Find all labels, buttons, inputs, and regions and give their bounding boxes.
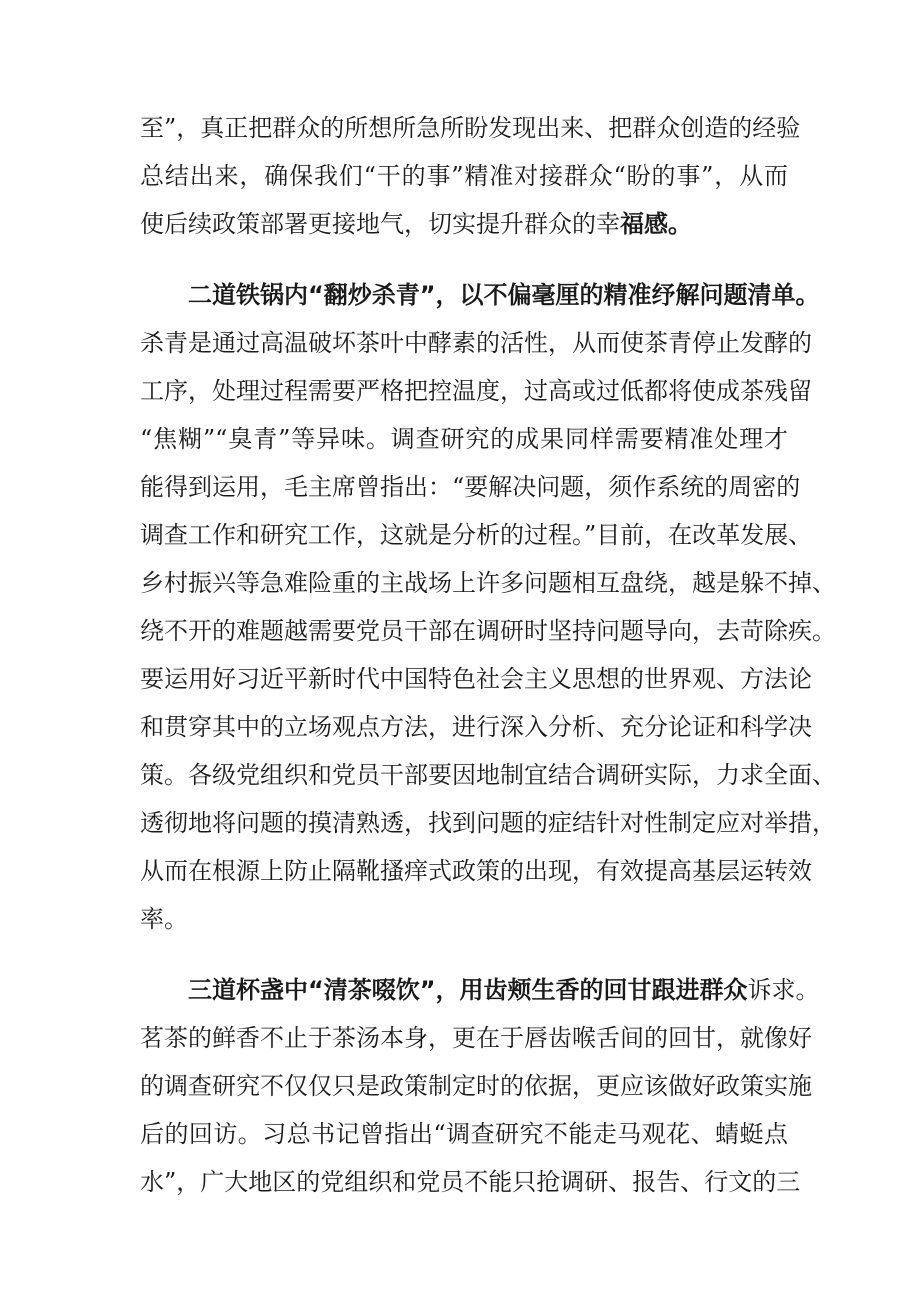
text-line: 的调查研究不仅仅只是政策制定时的依据，更应该做好政策实施 <box>140 1072 812 1100</box>
text-line: 从而在根源上防止隔靴搔痒式政策的出现，有效提高基层运转效 <box>140 857 812 885</box>
paragraph-1 <box>140 104 801 248</box>
text-line: 率。 <box>140 905 188 933</box>
text-line: 策。各级党组织和党员干部要因地制宜结合调研实际，力求全面、 <box>140 761 836 789</box>
text-line: 杀青是通过高温破坏茶叶中酵素的活性，从而使茶青停止发酵的 <box>140 329 812 357</box>
paragraph-2 <box>140 271 836 943</box>
text-line: 能得到运用，毛主席曾指出：“要解决问题，须作系统的周密的 <box>140 473 801 501</box>
text-line: 绕不开的难题越需要党员干部在调研时坚持问题导向，去苛除疾。 <box>140 617 836 645</box>
text-line: 和贯穿其中的立场观点方法，进行深入分析、充分论证和科学决 <box>140 713 812 741</box>
text-line: 茗茶的鲜香不止于茶汤本身，更在于唇齿喉舌间的回甘，就像好 <box>140 1024 812 1052</box>
text-line: 后的回访。习总书记曾指出“调查研究不能走马观花、蜻蜓点 <box>140 1120 788 1148</box>
text-line: 工序，处理过程需要严格把控温度，过高或过低都将使成茶残留 <box>140 377 812 405</box>
bold-text-segment: 三道杯盏中“清茶啜饮”，用齿颊生香的回甘跟进群众 <box>188 976 748 1004</box>
text-line: 总结出来，确保我们“干的事”精准对接群众“盼的事”，从而 <box>140 162 788 190</box>
text-segment: 诉求。 <box>747 976 820 1004</box>
text-line: 至”，真正把群众的所想所急所盼发现出来、把群众创造的经验 <box>140 114 801 142</box>
section-heading <box>140 966 820 1014</box>
text-segment: 使后续政策部署更接地气，切实提升群众的幸 <box>140 210 620 238</box>
paragraph-3 <box>140 966 820 1206</box>
text-line: 要运用好习近平新时代中国特色社会主义思想的世界观、方法论 <box>140 665 812 693</box>
bold-text-segment: 福感。 <box>620 210 692 238</box>
text-line <box>140 200 788 248</box>
text-line: 乡村振兴等急难险重的主战场上许多问题相互盘绕，越是躲不掉、 <box>140 569 836 597</box>
section-heading: 二道铁锅内“翻炒杀青”，以不偏毫厘的精准纾解问题清单。 <box>188 281 820 309</box>
document-page <box>140 104 836 1206</box>
text-line: 调查工作和研究工作，这就是分析的过程。”目前，在改革发展、 <box>140 521 813 549</box>
text-line: 水”，广大地区的党组织和党员不能只抢调研、报告、行文的三 <box>140 1168 801 1196</box>
text-line: 透彻地将问题的摸清熟透，找到问题的症结针对性制定应对举措， <box>140 809 836 837</box>
text-line: “焦糊”“臭青”等异味。调查研究的成果同样需要精准处理才 <box>140 425 788 453</box>
